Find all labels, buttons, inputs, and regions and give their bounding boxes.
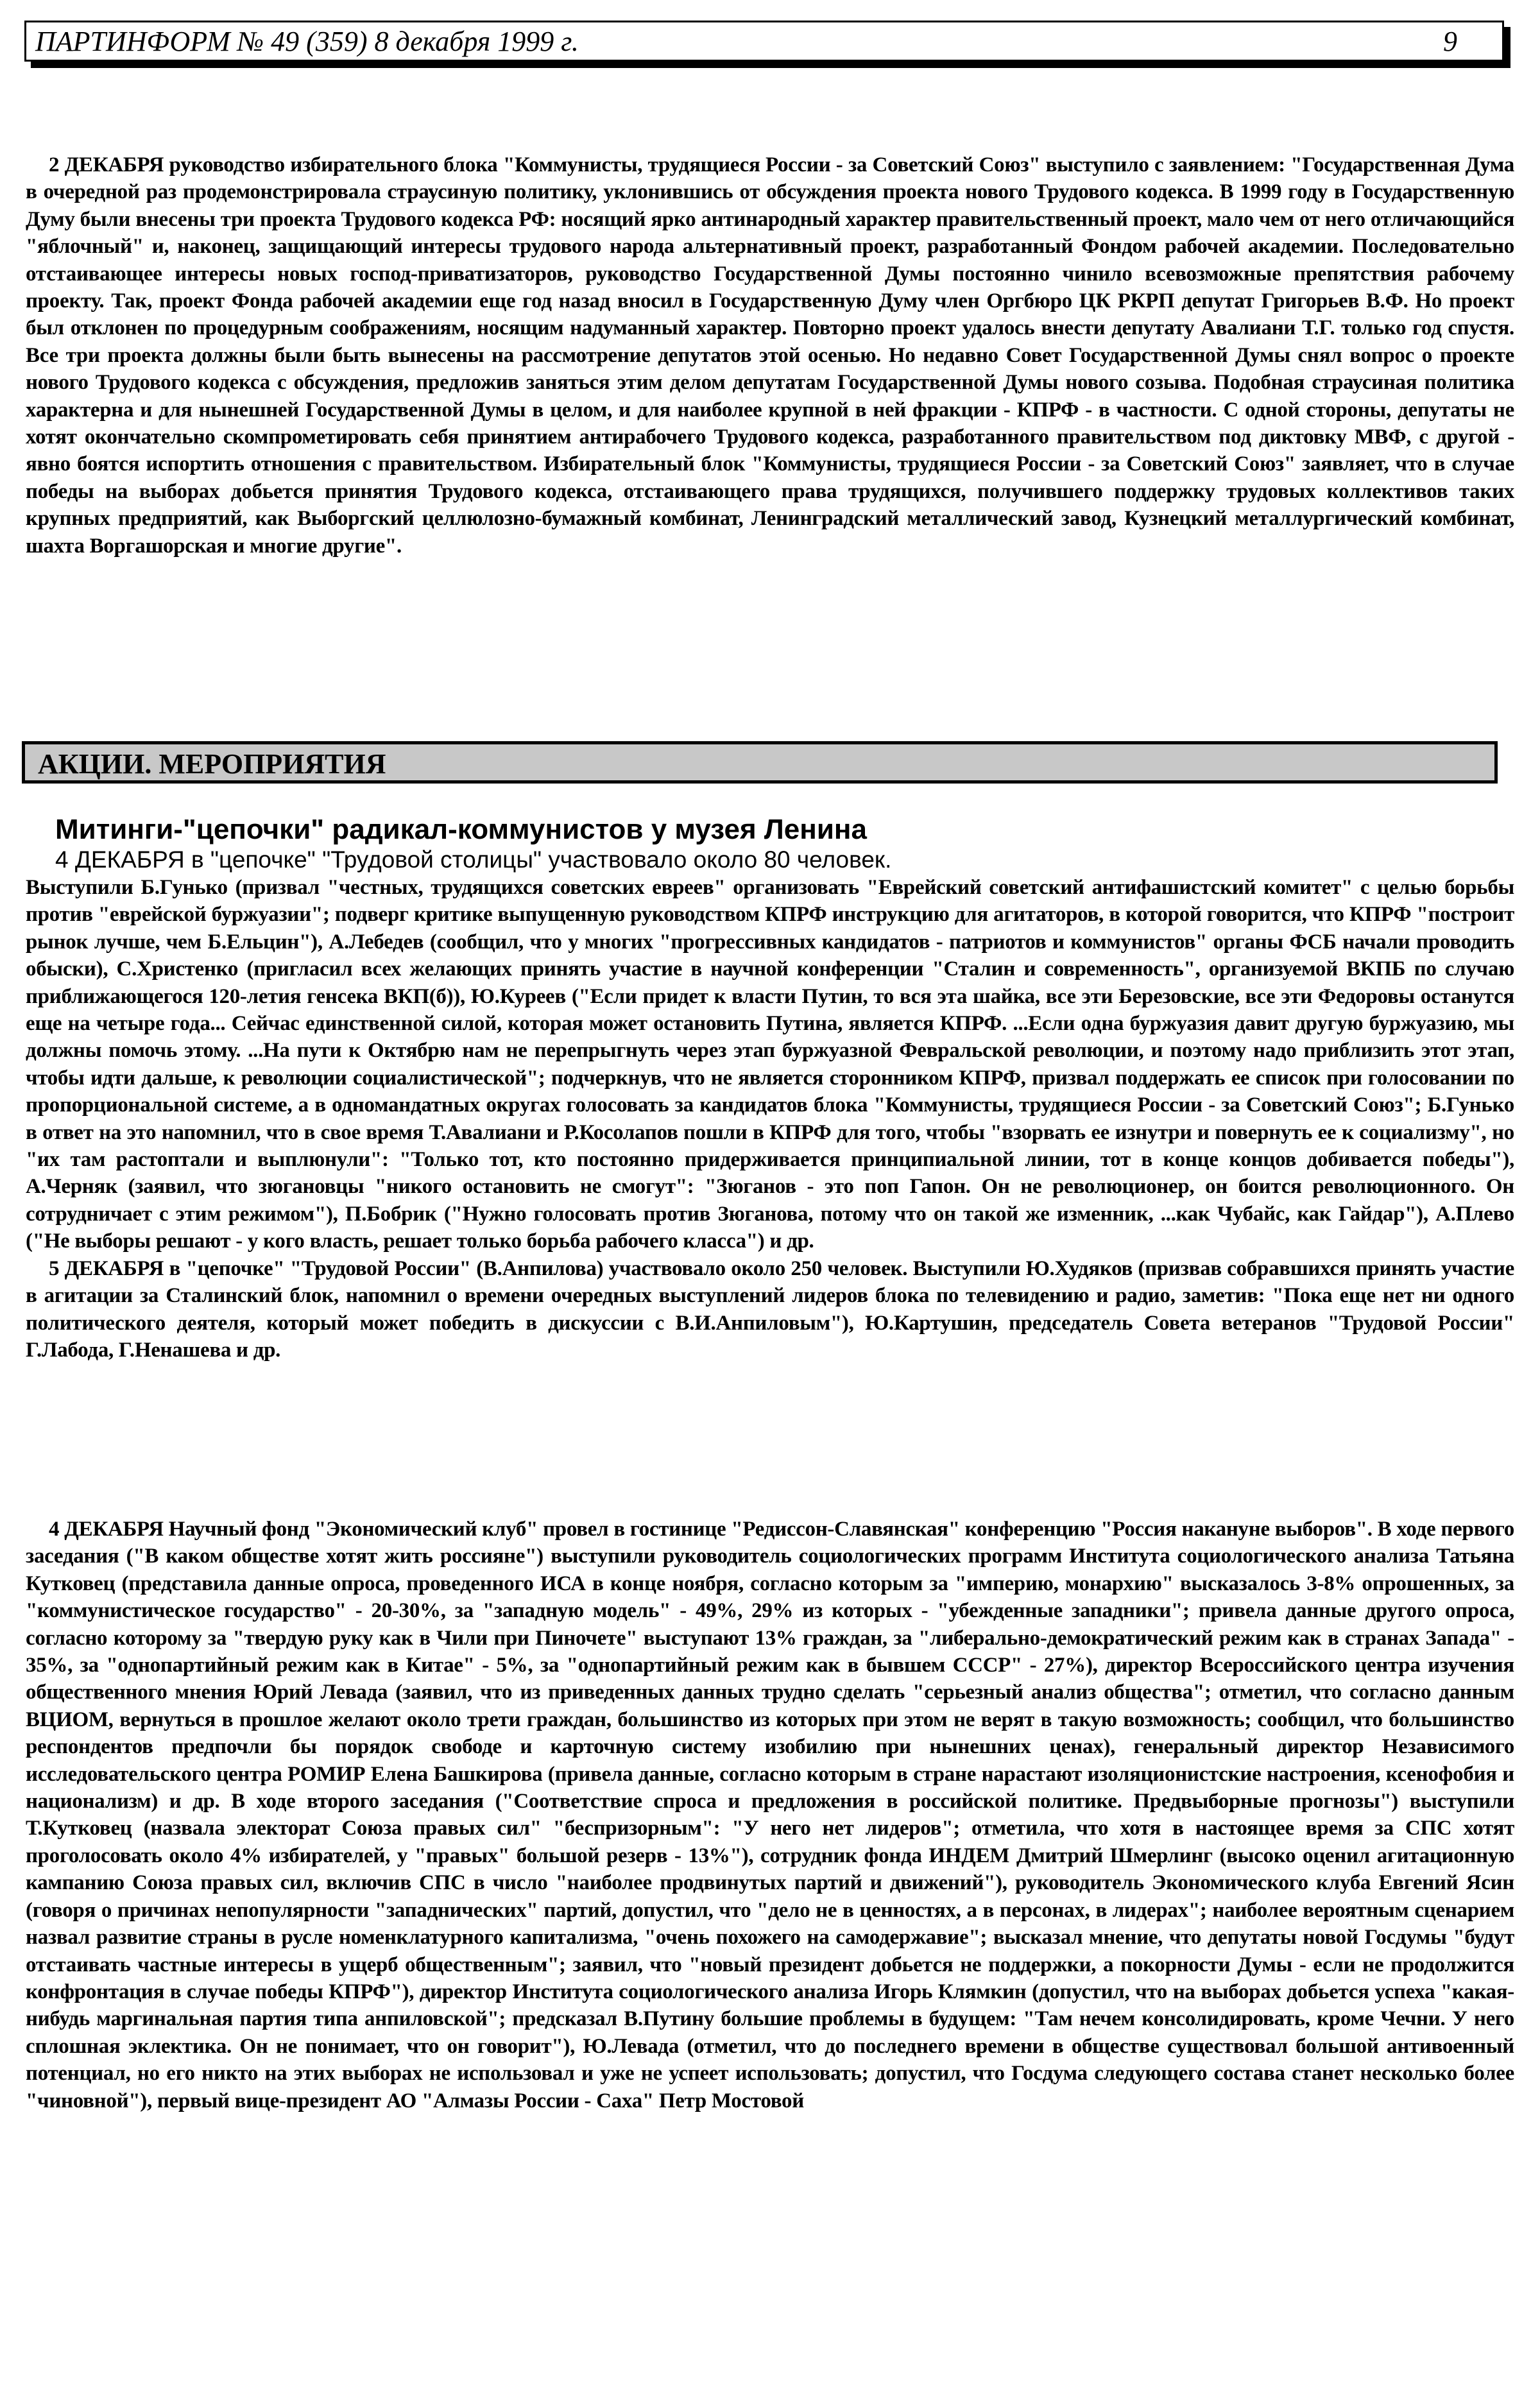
section-title: АКЦИИ. МЕРОПРИЯТИЯ xyxy=(38,748,386,780)
section-header xyxy=(22,741,1498,784)
article-paragraph: Выступили Б.Гунько (призвал "честных, трудящихся советских евреев" организовать "Еврейский советский антифашистский комитет" с целью борьбы против "еврейской буржуазии"; подверг критике выпущенную руководством КПРФ инструкцию для агитаторов, в которой говорится, что КПРФ "построит рынок лучше, чем Б.Ельцин"), А.Лебедев (сообщил, что у многих "прогрессивных кандидатов - патриотов и коммунистов" органы ФСБ начали проводить обыски), С.Христенко (пригласил всех желающих принять участие в научной конференции "Сталин и современность", организуемой ВКПБ по случаю приближающегося 120-летия генсека ВКП(б)), Ю.Куреев ("Если придет к власти Путин, то вся эта шайка, все эти Березовские, все эти Федоровы останутся еще на четыре года... Сейчас единственной силой, которая может остановить Путина, является КПРФ. ...Если одна буржуазия давит другую буржуазию, мы должны помочь этому. ...На пути к Октябрю нам не перепрыгнуть через этап буржуазной Февральской революции, и поэтому надо приблизить этот этап, чтобы идти дальше, к революции социалистической"; подчеркнув, что не является сторонником КПРФ, призвал поддержать ее список при голосовании по пропорциональной системе, а в одномандатных округах голосовать за кандидатов блока "Коммунисты, трудящиеся России - за Советский Союз"; Б.Гунько в ответ на это напомнил, что в свое время Т.Авалиани и Р.Косолапов пошли в КПРФ для того, чтобы "взорвать ее изнутри и повернуть ее к социализму", но "их там растоптали и выплюнули": "Только тот, кто постоянно придерживается принципиальной линии, тот в конце концов добивается победы"), А.Черняк (заявил, что зюгановцы "никого остановить не смогут": "Зюганов - это поп Гапон. Он не революционер, он боится революционного. Он сотрудничает с этим режимом"), П.Бобрик ("Нужно голосовать против Зюганова, потому что он такой же изменник, ...как Чубайс, как Гайдар"), А.Плево ("Не выборы решают - у кого власть, решает только борьба рабочего класса") и др. xyxy=(26,876,1514,1253)
publication-title: ПАРТИНФОРМ № 49 (359) 8 декабря 1999 г. xyxy=(35,26,579,57)
page-number: 9 xyxy=(1443,26,1457,57)
article-subtitle: 4 ДЕКАБРЯ в "цепочке" "Трудовой столицы" участвовало около 80 человек. xyxy=(55,846,892,873)
article-body xyxy=(26,874,1514,1364)
page-header xyxy=(24,21,1504,62)
article-paragraph: 5 ДЕКАБРЯ в "цепочке" "Трудовой России" (В.Анпилова) участвовало около 250 человек. Выступили Ю.Худяков (призвав собравшихся принять участие в агитации за Сталинский блок, напомнил о времени очередных выступлений лидеров блока по телевидению и радио, заметив: "Пока еще нет ни одного политического деятеля, который может победить в дискуссии с В.И.Анпиловым"), Ю.Картушин, председатель Совета ветеранов "Трудовой России" Г.Лабода, Г.Ненашева и др. xyxy=(26,1256,1514,1362)
article-paragraph: 2 ДЕКАБРЯ руководство избирательного блока "Коммунисты, трудящиеся России - за Советский Союз" выступило с заявлением: "Государственная Дума в очередной раз продемонстрировала страусиную политику, уклонившись от обсуждения проекта нового Трудового кодекса. В 1999 году в Государственную Думу были внесены три проекта Трудового кодекса РФ: носящий ярко антинародный характер правительственный проект, мало чем от него отличающийся "яблочный" и, наконец, защищающий интересы трудового народа альтернативный проект, разработанный Фондом рабочей академии. Последовательно отстаивающее интересы новых господ-приватизаторов, руководство Государственной Думы постоянно чинило всевозможные препятствия рабочему проекту. Так, проект Фонда рабочей академии еще год назад вносил в Государственную Думу член Оргбюро ЦК РКРП депутат Григорьев В.Ф. Но проект был отклонен по процедурным соображениям, носящим надуманный характер. Повторно проект удалось внести депутату Авалиани Т.Г. только год спустя. Все три проекта должны были быть вынесены на рассмотрение депутатов этой осенью. Но недавно Совет Государственной Думы снял вопрос о проекте нового Трудового кодекса с обсуждения, предложив заняться этим делом депутатам Государственной Думы нового созыва. Подобная страусиная политика характерна и для нынешней Государственной Думы в целом, и для наиболее крупной в ней фракции - КПРФ - в частности. С одной стороны, депутаты не хотят окончательно скомпрометировать себя принятием антирабочего Трудового кодекса, разработанного правительством под диктовку МВФ, с другой - явно боятся испортить отношения с правительством. Избирательный блок "Коммунисты, трудящиеся России - за Советский Союз" заявляет, что в случае победы на выборах добьется принятия Трудового кодекса, отстаивающего права трудящихся, получившего поддержку трудовых коллективов таких крупных предприятий, как Выборгский целлюлозно-бумажный комбинат, Ленинградский металлический завод, Кузнецкий металлургический комбинат, шахта Воргашорская и многие другие". xyxy=(26,153,1514,558)
article-paragraph: 4 ДЕКАБРЯ Научный фонд "Экономический клуб" провел в гостинице "Редиссон-Славянская" конференцию "Россия накануне выборов". В ходе первого заседания ("В каком обществе хотят жить россияне") выступили руководитель социологических программ Института социологического анализа Татьяна Кутковец (представила данные опроса, проведенного ИСА в конце ноября, согласно которым за "империю, монархию" высказалось 3-8% опрошенных, за "коммунистическое государство" - 20-30%, за "западную модель" - 49%, 29% из которых - "убежденные западники"; привела данные другого опроса, согласно которому за "твердую руку как в Чили при Пиночете" выступают 13% граждан, за "либерально-демократический режим как в странах Запада" - 35%, за "однопартийный режим как в Китае" - 5%, за "однопартийный режим как в бывшем СССР" - 27%), директор Всероссийского центра изучения общественного мнения Юрий Левада (заявил, что из приведенных данных трудно сделать "серьезный анализ общества"; отметил, что согласно данным ВЦИОМ, вернуться в прошлое желают около трети граждан, большинство из которых при этом не верят в такую возможность; сообщил, что большинство респондентов предпочли бы порядок свободе и карточную систему изобилию при нынешних ценах), генеральный директор Независимого исследовательского центра РОМИР Елена Башкирова (привела данные, согласно которым в стране нарастают изоляционистские настроения, ксенофобия и национализм) и др. В ходе второго заседания ("Соответствие спроса и предложения в российской политике. Предвыборные прогнозы") выступили Т.Кутковец (назвала электорат Союза правых сил" "беспризорным": "У него нет лидеров"; отметила, что хотя в настоящее время за СПС хотят проголосовать около 4% избирателей, у "правых" большой резерв - 13%"), сотрудник фонда ИНДЕМ Дмитрий Шмерлинг (высоко оценил агитационную кампанию Союза правых сил, включив СПС в число "наиболее продвинутых партий и движений"), руководитель Экономического клуба Евгений Ясин (говоря о причинах непопулярности "западнических" партий, допустил, что "дело не в ценностях, а в персонах, в лидерах"; наиболее вероятным сценарием назвал развитие страны в русле номенклатурного капитализма, "очень похожего на самодержавие"; высказал мнение, что депутаты новой Госдумы "будут отстаивать частные интересы в ущерб общественным"; заявил, что "новый президент добьется не поддержки, а покорности Думы - если не продолжится конфронтация в случае победы КПРФ"), директор Института социологического анализа Игорь Клямкин (допустил, что на выборах добьется успеха "какая-нибудь маргинальная партия типа анпиловской"; предсказал В.Путину большие проблемы в будущем: "Там нечем консолидировать, кроме Чечни. У него сплошная эклектика. Он не понимает, что он говорит"), Ю.Левада (отметил, что до последнего времени в обществе существовал большой антивоенный потенциал, но его никто на этих выборах не использовал и уже не успеет использовать; допустил, что Госдума следующего состава станет несколько более "чиновной"), первый вице-президент АО "Алмазы России - Саха" Петр Мостовой xyxy=(26,1518,1514,2112)
article-title: Митинги-"цепочки" радикал-коммунистов у музея Ленина xyxy=(55,814,867,845)
